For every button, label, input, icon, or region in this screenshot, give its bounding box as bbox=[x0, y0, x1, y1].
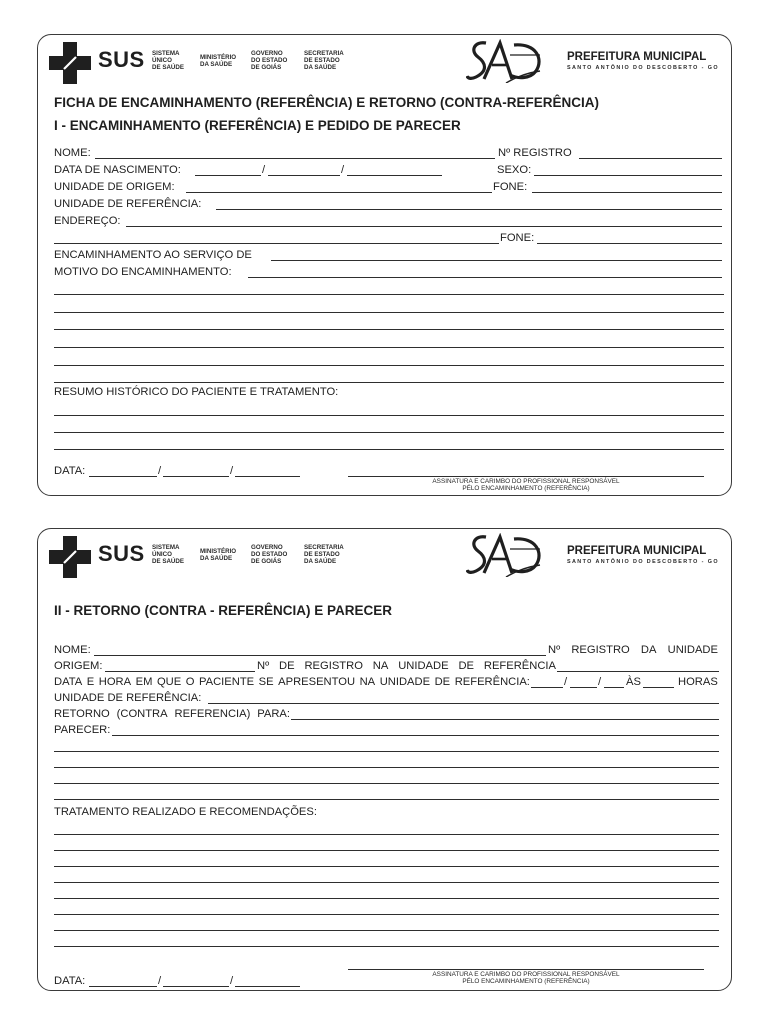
secretaria-label: SECRETARIA DE ESTADO DA SAÚDE bbox=[304, 544, 344, 566]
origem-label: ORIGEM: bbox=[54, 660, 103, 672]
fone-field[interactable] bbox=[532, 192, 722, 193]
form-header bbox=[38, 529, 731, 585]
registro-referencia-label: Nº DE REGISTRO NA UNIDADE DE REFERÊNCIA bbox=[257, 660, 556, 672]
parecer-line[interactable] bbox=[54, 799, 719, 800]
signature-caption: ASSINATURA E CARIMBO DO PROFISSIONAL RESPONSÁVEL PÉLO ENCAMINHAMENTO (REFERÊNCIA) bbox=[432, 478, 620, 492]
date-separator: / bbox=[230, 975, 234, 987]
registro-referencia-field[interactable] bbox=[557, 671, 719, 672]
prefeitura-title: PREFEITURA MUNICIPAL bbox=[567, 51, 707, 63]
data-hora-label: DATA E HORA EM QUE O PACIENTE SE APRESENTOU NA UNIDADE DE REFERÊNCIA: bbox=[54, 676, 530, 688]
data-day-field[interactable] bbox=[89, 476, 157, 477]
sus-logo-text: SUS bbox=[98, 47, 145, 72]
unidade-referencia-label: UNIDADE DE REFERÊNCIA: bbox=[54, 198, 202, 210]
fone-label: FONE: bbox=[493, 181, 528, 193]
data-month-field[interactable] bbox=[163, 476, 229, 477]
parecer-line[interactable] bbox=[54, 783, 719, 784]
governo-label: GOVERNO DO ESTADO DE GOIÁS bbox=[251, 544, 288, 566]
resumo-label: RESUMO HISTÓRICO DO PACIENTE E TRATAMENTO: bbox=[54, 386, 339, 398]
unidade-referencia-field[interactable] bbox=[208, 703, 719, 704]
encaminhamento-field[interactable] bbox=[271, 260, 722, 261]
motivo-line[interactable] bbox=[54, 365, 724, 366]
nascimento-year-field[interactable] bbox=[347, 175, 442, 176]
apresentacao-month-field[interactable] bbox=[570, 687, 597, 688]
retorno-field[interactable] bbox=[291, 719, 719, 720]
motivo-line[interactable] bbox=[54, 347, 724, 348]
date-separator: / bbox=[158, 975, 162, 987]
registro-label: Nº REGISTRO bbox=[498, 147, 572, 159]
motivo-line[interactable] bbox=[54, 382, 724, 383]
unidade-origem-field[interactable] bbox=[186, 192, 492, 193]
parecer-label: PARECER: bbox=[54, 724, 111, 736]
as-label: ÀS bbox=[626, 676, 641, 688]
sistema-unico-label: SISTEMA ÚNICO DE SAÚDE bbox=[152, 50, 184, 72]
endereco-field-continued[interactable] bbox=[54, 243, 499, 244]
resumo-line[interactable] bbox=[54, 415, 724, 416]
nascimento-label: DATA DE NASCIMENTO: bbox=[54, 164, 181, 176]
data-year-field[interactable] bbox=[235, 986, 300, 987]
parecer-line[interactable] bbox=[54, 751, 719, 752]
sexo-field[interactable] bbox=[534, 175, 722, 176]
horas-label: HORAS bbox=[678, 676, 718, 688]
section-title-referral: I - ENCAMINHAMENTO (REFERÊNCIA) E PEDIDO DE PARECER bbox=[54, 118, 461, 133]
tratamento-label: TRATAMENTO REALIZADO E RECOMENDAÇÕES: bbox=[54, 806, 317, 818]
motivo-line[interactable] bbox=[54, 294, 724, 295]
data-year-field[interactable] bbox=[235, 476, 300, 477]
tratamento-line[interactable] bbox=[54, 898, 719, 899]
unidade-referencia-field[interactable] bbox=[216, 209, 722, 210]
data-month-field[interactable] bbox=[163, 986, 229, 987]
registro-unidade-label: Nº REGISTRO DA UNIDADE bbox=[548, 644, 718, 656]
unidade-origem-label: UNIDADE DE ORIGEM: bbox=[54, 181, 175, 193]
tratamento-line[interactable] bbox=[54, 930, 719, 931]
section-title-counter-referral: II - RETORNO (CONTRA - REFERÊNCIA) E PARECER bbox=[54, 603, 393, 618]
counter-referral-form-card bbox=[37, 528, 732, 991]
sus-cross-icon bbox=[49, 536, 91, 578]
form-title: FICHA DE ENCAMINHAMENTO (REFERÊNCIA) E RETORNO (CONTRA-REFERÊNCIA) bbox=[54, 95, 599, 110]
motivo-line[interactable] bbox=[54, 312, 724, 313]
tratamento-line[interactable] bbox=[54, 866, 719, 867]
nome-label: NOME: bbox=[54, 644, 91, 656]
motivo-label: MOTIVO DO ENCAMINHAMENTO: bbox=[54, 266, 232, 278]
resumo-line[interactable] bbox=[54, 449, 724, 450]
secretaria-label: SECRETARIA DE ESTADO DA SAÚDE bbox=[304, 50, 344, 72]
sus-cross-icon bbox=[49, 42, 91, 84]
date-separator: / bbox=[341, 164, 345, 176]
apresentacao-time-field[interactable] bbox=[643, 687, 674, 688]
prefeitura-subtitle: SANTO ANTÔNIO DO DESCOBERTO - GO bbox=[567, 559, 719, 565]
referral-form-card bbox=[37, 34, 732, 496]
sad-logo bbox=[466, 39, 542, 83]
sus-logo-text: SUS bbox=[98, 541, 145, 566]
sad-logo bbox=[466, 533, 542, 577]
nascimento-day-field[interactable] bbox=[195, 175, 261, 176]
nome-field[interactable] bbox=[94, 655, 546, 656]
origem-field[interactable] bbox=[105, 671, 255, 672]
tratamento-line[interactable] bbox=[54, 882, 719, 883]
motivo-line[interactable] bbox=[54, 329, 724, 330]
fone-label-2: FONE: bbox=[500, 232, 535, 244]
apresentacao-year-field[interactable] bbox=[604, 687, 624, 688]
data-day-field[interactable] bbox=[89, 986, 157, 987]
tratamento-line[interactable] bbox=[54, 914, 719, 915]
tratamento-line[interactable] bbox=[54, 834, 719, 835]
tratamento-line[interactable] bbox=[54, 850, 719, 851]
data-label: DATA: bbox=[54, 975, 86, 987]
endereco-field[interactable] bbox=[126, 226, 722, 227]
sistema-unico-label: SISTEMA ÚNICO DE SAÚDE bbox=[152, 544, 184, 566]
apresentacao-day-field[interactable] bbox=[531, 687, 563, 688]
motivo-field[interactable] bbox=[248, 277, 722, 278]
unidade-referencia-label: UNIDADE DE REFERÊNCIA: bbox=[54, 692, 202, 704]
signature-line[interactable] bbox=[348, 476, 704, 477]
registro-field[interactable] bbox=[579, 158, 722, 159]
date-separator: / bbox=[230, 465, 234, 477]
ministerio-label: MINISTÉRIO DA SAÚDE bbox=[200, 548, 237, 563]
resumo-line[interactable] bbox=[54, 432, 724, 433]
signature-caption: ASSINATURA E CARIMBO DO PROFISSIONAL RESPONSÁVEL PÉLO ENCAMINHAMENTO (REFERÊNCIA) bbox=[432, 971, 620, 985]
date-separator: / bbox=[564, 676, 568, 688]
parecer-field[interactable] bbox=[112, 735, 719, 736]
prefeitura-title: PREFEITURA MUNICIPAL bbox=[567, 545, 707, 557]
tratamento-line[interactable] bbox=[54, 946, 719, 947]
governo-label: GOVERNO DO ESTADO DE GOIÁS bbox=[251, 50, 288, 72]
nome-label: NOME: bbox=[54, 147, 91, 159]
date-separator: / bbox=[598, 676, 602, 688]
date-separator: / bbox=[262, 164, 266, 176]
fone-field-2[interactable] bbox=[537, 243, 722, 244]
ministerio-label: MINISTÉRIO DA SAÚDE bbox=[200, 54, 237, 69]
endereco-label: ENDEREÇO: bbox=[54, 215, 121, 227]
date-separator: / bbox=[158, 465, 162, 477]
encaminhamento-label: ENCAMINHAMENTO AO SERVIÇO DE bbox=[54, 249, 252, 261]
prefeitura-subtitle: SANTO ANTÔNIO DO DESCOBERTO - GO bbox=[567, 65, 719, 71]
parecer-line[interactable] bbox=[54, 767, 719, 768]
data-label: DATA: bbox=[54, 465, 86, 477]
nascimento-month-field[interactable] bbox=[268, 175, 340, 176]
retorno-label: RETORNO (CONTRA REFERENCIA) PARA: bbox=[54, 708, 290, 720]
form-header bbox=[38, 35, 731, 91]
sexo-label: SEXO: bbox=[497, 164, 532, 176]
signature-line[interactable] bbox=[348, 969, 704, 970]
nome-field[interactable] bbox=[95, 158, 495, 159]
